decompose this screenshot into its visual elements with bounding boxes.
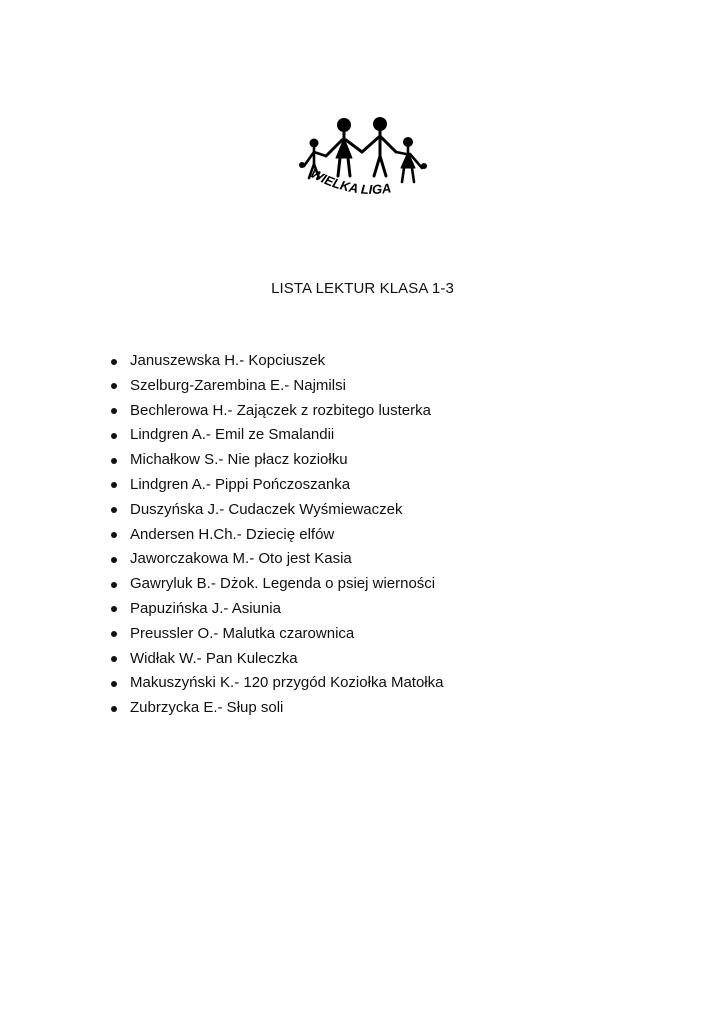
reading-list — [108, 349, 443, 721]
list-item — [108, 349, 443, 374]
book-entry: Gawryluk B.- Dżok. Legenda o psiej wierności — [130, 575, 436, 593]
book-entry: Januszewska H.- Kopciuszek — [130, 352, 326, 369]
book-entry: Jaworczakowa M.- Oto jest Kasia — [130, 550, 352, 568]
list-item — [108, 399, 443, 424]
bullet-icon — [111, 706, 117, 712]
list-item — [108, 622, 443, 647]
bullet-icon — [111, 656, 117, 662]
book-entry: Makuszyński K.- 120 przygód Koziołka Matołka — [130, 674, 444, 692]
children-holding-hands-logo-icon — [296, 112, 432, 212]
bullet-icon — [111, 532, 117, 538]
bullet-icon — [111, 408, 117, 414]
bullet-icon — [111, 383, 117, 389]
book-entry: Andersen H.Ch.- Dziecię elfów — [130, 525, 335, 543]
bullet-icon — [111, 433, 117, 439]
list-item — [108, 423, 443, 448]
bullet-icon — [111, 458, 117, 464]
page-title: LISTA LEKTUR KLASA 1-3 — [271, 280, 454, 297]
bullet-icon — [111, 359, 117, 365]
list-item — [108, 696, 443, 721]
book-entry: Papuzińska J.- Asiunia — [130, 599, 281, 617]
list-item — [108, 448, 443, 473]
book-entry: Duszyńska J.- Cudaczek Wyśmiewaczek — [130, 500, 403, 518]
book-entry: Szelburg-Zarembina E.- Najmilsi — [130, 376, 346, 394]
list-item — [108, 374, 443, 399]
wielka-liga-logo — [296, 112, 432, 212]
list-item — [108, 523, 443, 548]
book-entry: Preussler O.- Malutka czarownica — [130, 624, 355, 642]
book-entry: Zubrzycka E.- Słup soli — [130, 699, 284, 717]
bullet-icon — [111, 557, 117, 563]
list-item — [108, 572, 443, 597]
list-item — [108, 671, 443, 696]
book-entry: Michałkow S.- Nie płacz koziołku — [130, 451, 348, 469]
bullet-icon — [111, 482, 117, 488]
list-item — [108, 473, 443, 498]
bullet-icon — [111, 606, 117, 612]
logo-text: WIELKA LIGA — [308, 165, 393, 198]
book-entry: Lindgren A.- Pippi Pończoszanka — [130, 475, 351, 493]
list-item — [108, 647, 443, 672]
bullet-icon — [111, 582, 117, 588]
list-item — [108, 597, 443, 622]
book-entry: Widłak W.- Pan Kuleczka — [130, 649, 298, 667]
book-entry: Bechlerowa H.- Zajączek z rozbitego lusterka — [130, 401, 431, 419]
bullet-icon — [111, 681, 117, 687]
book-entry: Lindgren A.- Emil ze Smalandii — [130, 426, 335, 444]
bullet-icon — [111, 507, 117, 513]
bullet-icon — [111, 631, 117, 637]
list-item — [108, 547, 443, 572]
list-item — [108, 498, 443, 523]
